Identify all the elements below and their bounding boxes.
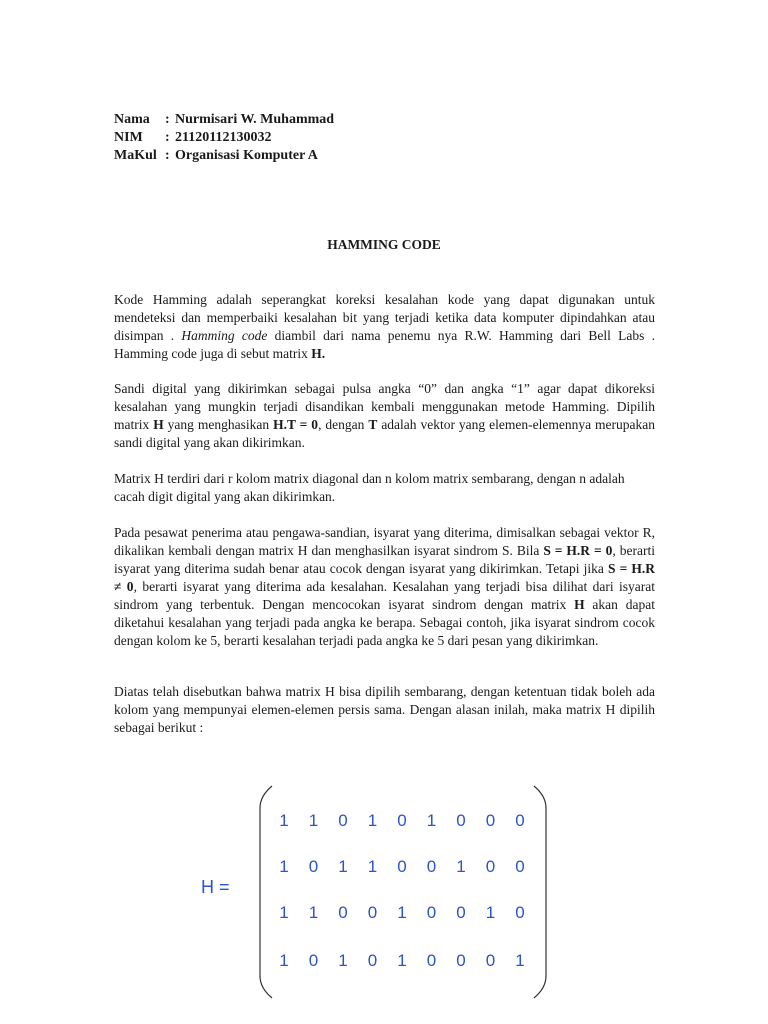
text: , berarti isyarat yang diterima sudah benar atau cocok dengan isyarat yang dikirimkan. Tetapi jika: [114, 543, 655, 576]
info-separator: :: [165, 130, 170, 145]
info-label: Nama: [114, 112, 150, 127]
text: Pada pesawat penerima atau pengawa-sandian, isyarat yang diterima, dimisalkan sebagai vektor R, dikalikan kembali dengan matrix H dan menghasilkan isyarat sindrom S. Bila: [114, 525, 655, 558]
info-separator: :: [165, 112, 170, 127]
text: , dengan: [318, 417, 369, 432]
matrix-row: [272, 857, 540, 877]
matrix-cell: 0: [426, 951, 437, 970]
matrix-h: [258, 784, 548, 1000]
bold-text: H: [153, 417, 164, 432]
matrix-cell: 1: [338, 951, 348, 970]
bold-text: H: [574, 597, 585, 612]
matrix-cell: 1: [338, 857, 348, 876]
matrix-cell: 0: [397, 857, 407, 876]
matrix-cell: 0: [308, 857, 319, 876]
info-value: Nurmisari W. Muhammad: [175, 112, 335, 127]
info-row-nama: [114, 111, 334, 129]
matrix-row: [272, 811, 540, 831]
matrix-cell: 1: [397, 903, 407, 922]
matrix-cell: 0: [485, 857, 496, 876]
paragraph-intro: [114, 291, 655, 363]
bold-text: S = H.R = 0: [543, 543, 613, 558]
matrix-cell: 0: [485, 811, 496, 830]
document-title: HAMMING CODE: [327, 237, 441, 252]
matrix-cell: 1: [456, 857, 466, 876]
paragraph-sandi-digital: [114, 380, 655, 452]
matrix-row: [272, 903, 540, 923]
matrix-row: [272, 951, 540, 971]
matrix-cell: 1: [279, 811, 289, 830]
matrix-cell: 1: [397, 951, 407, 970]
matrix-cell: 1: [515, 951, 525, 970]
paragraph-matrix-h: Matrix H terdiri dari r kolom matrix diagonal dan n kolom matrix sembarang, dengan n adalah cacah digit digital yang akan dikirimkan.: [114, 471, 625, 504]
matrix-cell: 1: [279, 903, 289, 922]
matrix-cell: 1: [367, 811, 378, 830]
student-info: [114, 111, 334, 165]
text: adalah vektor yang elemen-elemennya merupakan sandi digital yang akan dikirimkan.: [114, 417, 656, 450]
matrix-cell: 0: [367, 903, 378, 922]
italic-text: Hamming code: [181, 328, 268, 343]
left-bracket: [260, 786, 272, 998]
matrix-cells: [272, 784, 540, 1000]
bold-text: H.T = 0: [273, 417, 319, 432]
text: akan dapat diketahui kesalahan yang terjadi pada angka ke berapa. Sebagai contoh, jika isyarat sindrom cocok dengan kolom ke 5, berarti kesalahan terjadi pada angka ke 5 dari pesan yang dikirimkan.: [114, 597, 655, 648]
info-value: 21120112130032: [175, 130, 272, 145]
matrix-cell: 0: [456, 811, 466, 830]
text: , berarti isyarat yang diterima ada kesalahan. Kesalahan yang terjadi bisa dilihat dari isyarat sindrom yang terbentuk. Dengan mencocokan isyarat sindrom dengan matrix: [114, 579, 655, 612]
matrix-cell: 0: [338, 903, 348, 922]
matrix-cell: 0: [397, 811, 407, 830]
matrix-label: H =: [201, 877, 230, 897]
matrix-cell: 0: [456, 903, 466, 922]
text: yang menghasikan: [163, 417, 274, 432]
matrix-cell: 0: [515, 903, 525, 922]
matrix-cell: 0: [308, 951, 319, 970]
matrix-cell: 0: [485, 951, 496, 970]
bold-text: S = H.R ≠ 0: [114, 561, 655, 594]
matrix-cell: 0: [456, 951, 466, 970]
matrix-cell: 1: [279, 857, 289, 876]
info-row-nim: [114, 129, 334, 147]
info-label: NIM: [114, 130, 143, 145]
paragraph-penerima: [114, 524, 655, 650]
bold-text: H.: [311, 346, 326, 361]
matrix-cell: 0: [515, 811, 525, 830]
info-row-makul: [114, 147, 334, 165]
info-value: Organisasi Komputer A: [175, 148, 318, 163]
text: diambil dari nama penemu nya R.W. Hamming dari Bell Labs . Hamming code juga di sebut matrix: [114, 328, 656, 361]
matrix-cell: 1: [308, 903, 319, 922]
info-label: MaKul: [114, 148, 157, 163]
bold-text: T: [368, 417, 378, 432]
matrix-cell: 1: [367, 857, 378, 876]
matrix-cell: 1: [279, 951, 289, 970]
matrix-cell: 1: [426, 811, 437, 830]
matrix-cell: 0: [338, 811, 348, 830]
matrix-cell: 0: [426, 857, 437, 876]
text: Sandi digital yang dikirimkan sebagai pulsa angka “0” dan angka “1” agar dapat dikoreksi kesalahan yang mungkin terjadi disandikan kembali menggunakan metode Hamming. Dipilih matrix: [114, 381, 655, 432]
matrix-cell: 0: [426, 903, 437, 922]
text: Kode Hamming adalah seperangkat koreksi kesalahan kode yang dapat digunakan untuk mendeteksi dan memperbaiki kesalahan bit yang terjadi ketika data komputer dipindahkan atau disimpan .: [114, 292, 655, 343]
matrix-cell: 1: [308, 811, 319, 830]
info-separator: :: [165, 148, 170, 163]
matrix-cell: 0: [515, 857, 525, 876]
matrix-cell: 1: [485, 903, 496, 922]
matrix-cell: 0: [367, 951, 378, 970]
paragraph-pemilihan-matrix: Diatas telah disebutkan bahwa matrix H bisa dipilih sembarang, dengan ketentuan tidak boleh ada kolom yang mempunyai elemen-elemen persis sama. Dengan alasan inilah, maka matrix H dipilih sebagai berikut :: [114, 684, 655, 735]
